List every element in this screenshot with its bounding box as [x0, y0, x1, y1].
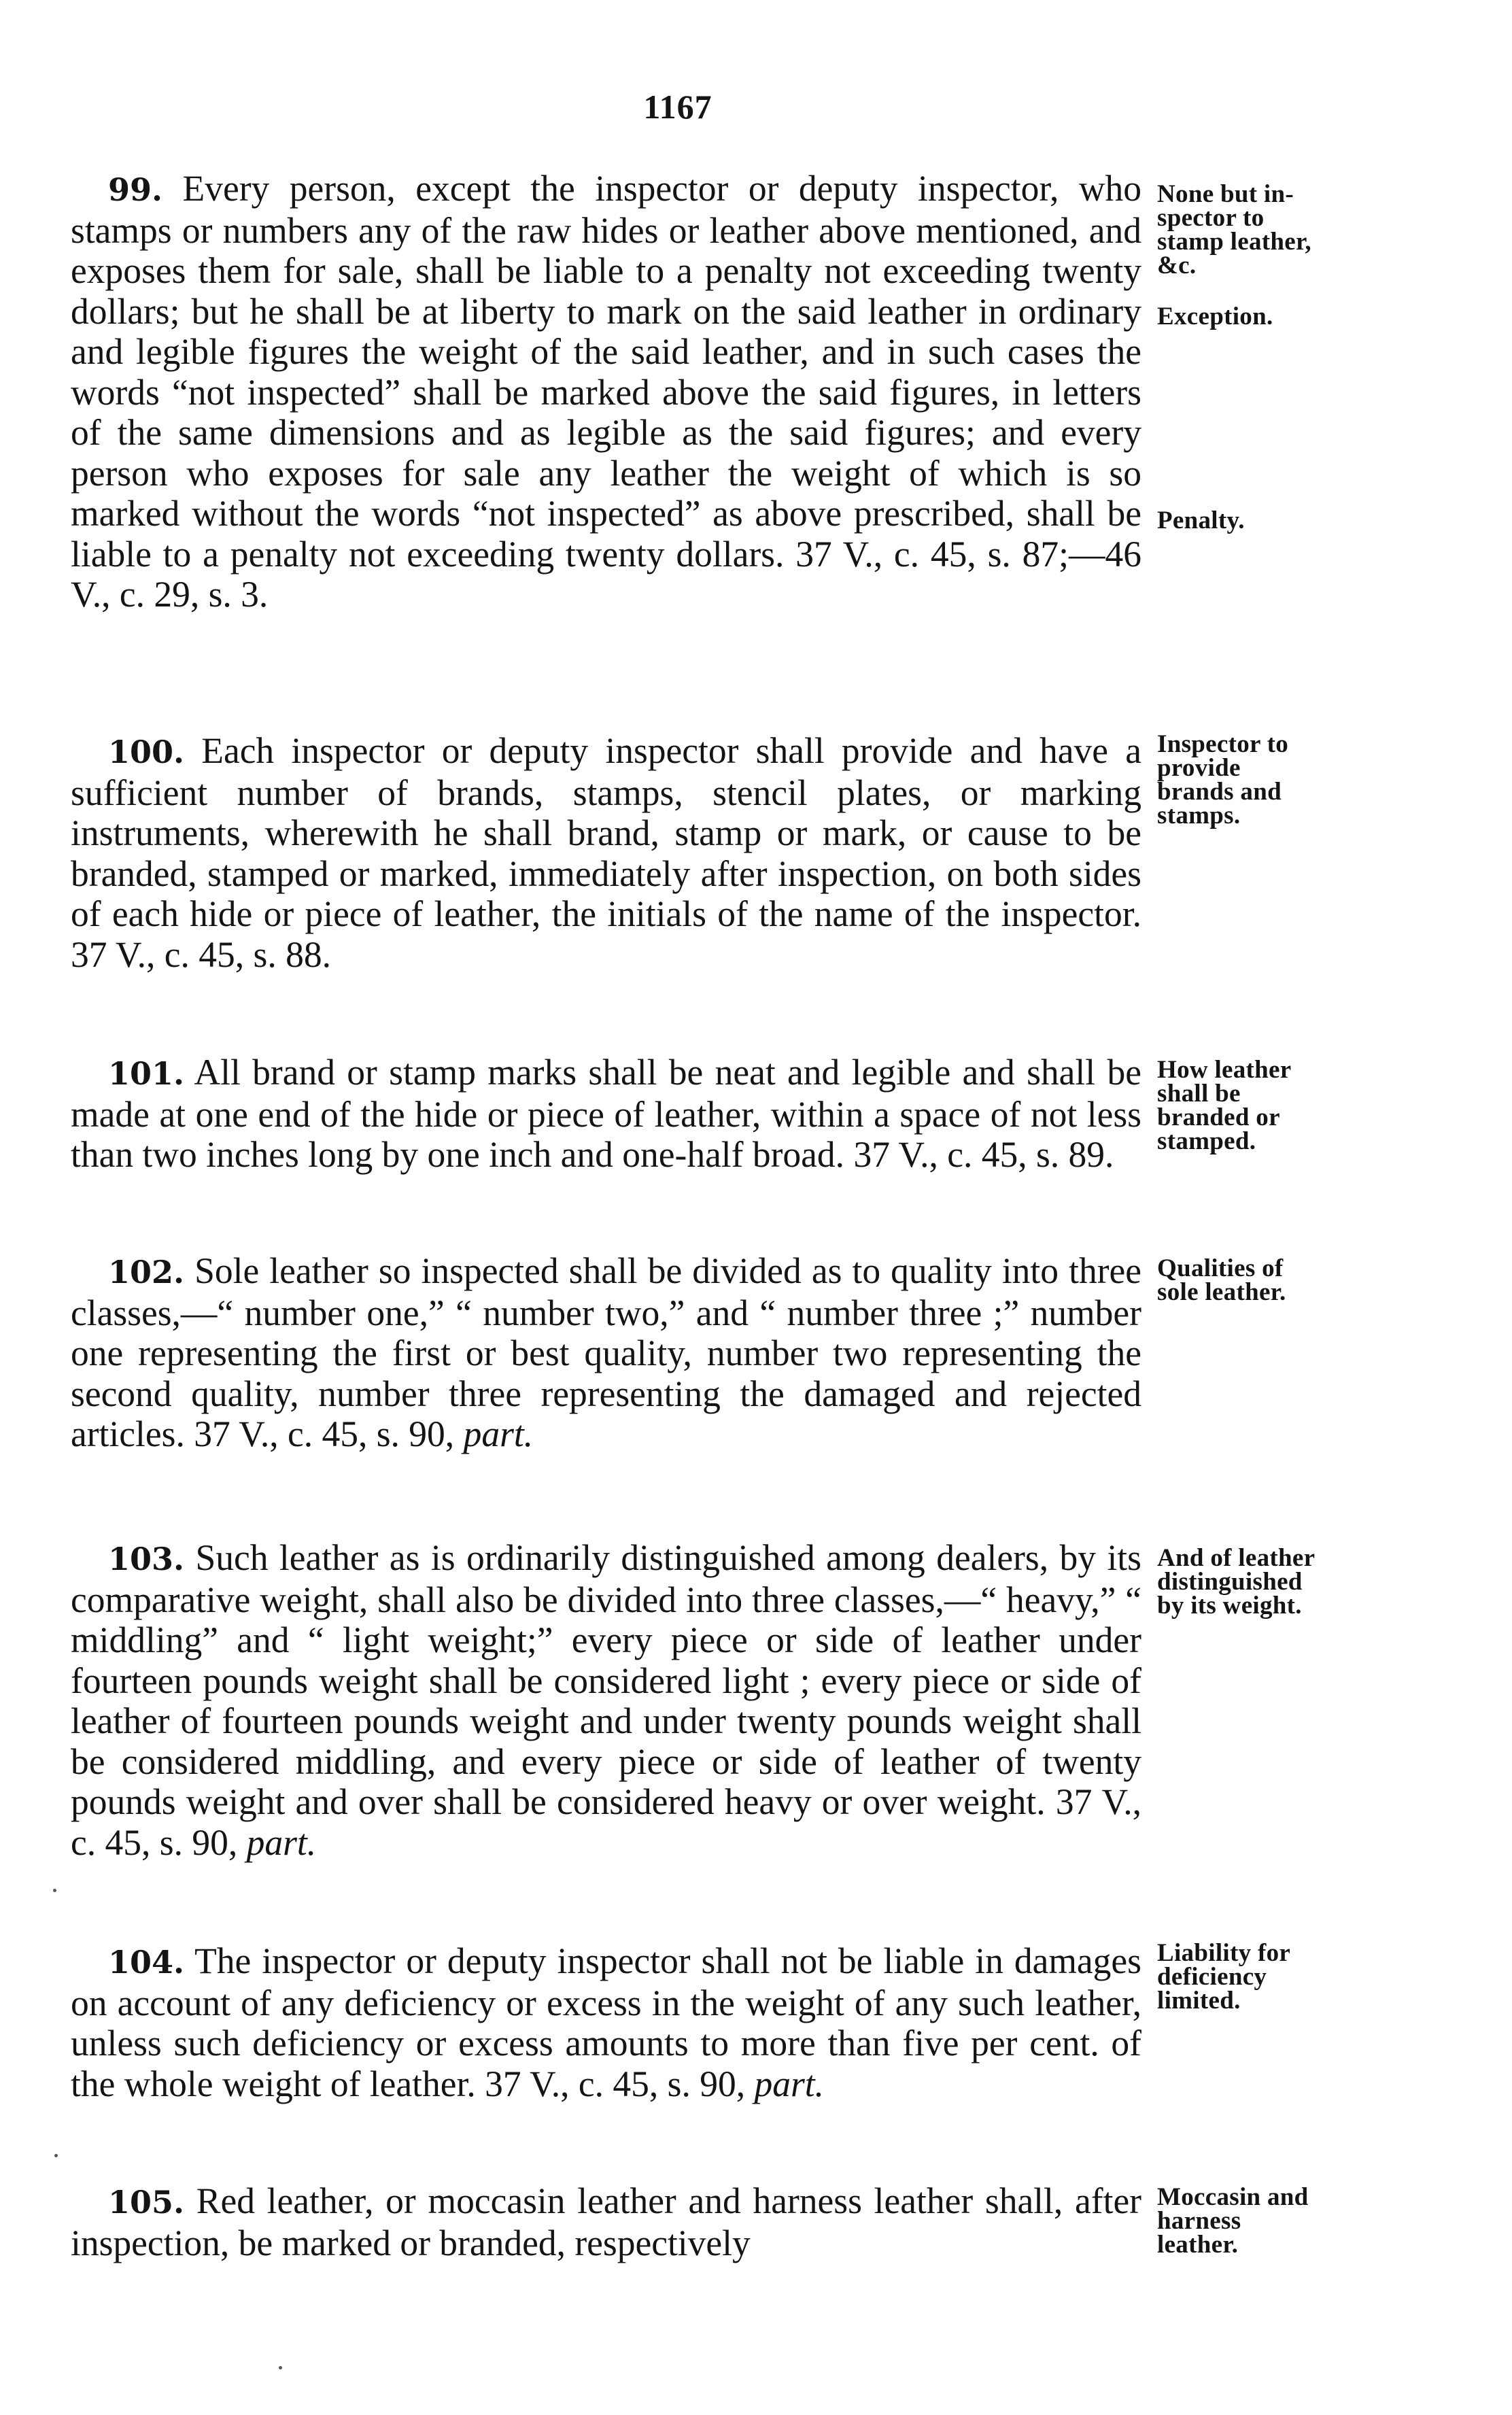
- page-number: 1167: [643, 88, 712, 126]
- section-number: 100.: [108, 734, 185, 770]
- section-101: [71, 1052, 1458, 1229]
- section-body: [71, 1052, 1141, 1176]
- section-text: Red leather, or moccasin leather and harness leather shall, after inspection, be marked or branded, respectively: [71, 2180, 1142, 2263]
- margin-note-line: stamps.: [1157, 802, 1241, 829]
- section-99: [71, 169, 1458, 713]
- margin-note-branded: [1157, 1058, 1456, 1153]
- margin-note-line: leather.: [1157, 2231, 1239, 2259]
- section-103: [71, 1538, 1458, 1919]
- margin-note-line: brands and: [1157, 778, 1282, 806]
- margin-note-line: provide: [1157, 754, 1241, 782]
- margin-note-line: distinguished: [1157, 1568, 1303, 1596]
- margin-note-line: by its weight.: [1157, 1592, 1302, 1620]
- margin-note-line: limited.: [1157, 1987, 1241, 2015]
- section-text: Such leather as is ordinarily distinguished among dealers, by its comparative weight, shall also be divided into three classes,—“ heavy,” “ middling” and “ light weight;” every piece or side of leather under fourteen pounds weight shall be considered light ; every piece or side of leather of fourteen pounds weight and under twenty pounds weight shall be considered middling, and every piece or side of leather of twenty pounds weight and over shall be considered heavy or over weight.: [71, 1537, 1141, 1822]
- section-body: [71, 1538, 1141, 1863]
- section-citation-italic: part.: [246, 1821, 317, 1863]
- section-citation: 37 V., c. 45, s. 89.: [853, 1134, 1114, 1175]
- section-100: [71, 731, 1458, 1030]
- margin-note-line: stamped.: [1157, 1127, 1256, 1155]
- section-102: [71, 1251, 1458, 1509]
- section-number: 104.: [108, 1944, 185, 1981]
- section-number: 102.: [108, 1254, 185, 1290]
- section-body: [71, 1941, 1141, 2104]
- margin-note-line: stamp leather,: [1157, 228, 1311, 256]
- margin-note-line: Qualities of: [1157, 1254, 1284, 1282]
- margin-note-weight-classes: [1157, 1544, 1456, 1620]
- section-citation-italic: part.: [754, 2063, 825, 2104]
- section-citation: 37 V., c. 45, s. 87;—46 V., c. 29, s. 3.: [71, 533, 1141, 615]
- section-body: [71, 1251, 1141, 1455]
- margin-note-line: harness: [1157, 2207, 1241, 2235]
- section-number: 105.: [108, 2184, 185, 2221]
- section-number: 101.: [108, 1055, 185, 1092]
- section-text: Each inspector or deputy inspector shall provide and have a sufficient number of brands, stamps, stencil plates, or marking instruments, wherewith he shall brand, stamp or mark, or cause to be branded, stamped or marked, immediately after inspection, on both sides of each hide or piece of leather, the initials of the name of the inspector.: [71, 730, 1141, 934]
- margin-note-exception: [1157, 305, 1456, 328]
- section-text: Sole leather so inspected shall be divided as to quality into three classes,—“ number one,” “ number two,” and “ number three ;” number one representing the first or best quality, number two representing the second quality, number three representing the damaged and rejected articles.: [71, 1250, 1142, 1454]
- margin-note-line: Exception.: [1157, 303, 1273, 330]
- margin-note-line: Inspector to: [1157, 730, 1289, 758]
- margin-note-line: Moccasin and: [1157, 2183, 1309, 2211]
- margin-note-line: shall be: [1157, 1080, 1241, 1108]
- margin-note-liability: [1157, 1939, 1456, 2015]
- section-body: [71, 731, 1141, 975]
- margin-note-line: How leather: [1157, 1056, 1292, 1084]
- margin-note-sole-leather: [1157, 1256, 1456, 1304]
- section-citation-italic: part.: [463, 1414, 534, 1454]
- margin-note-moccasin: [1157, 2185, 1456, 2257]
- margin-note-stamp-leather: [1157, 182, 1456, 277]
- section-text: All brand or stamp marks shall be neat and legible and shall be made at one end of the hide or piece of leather, within a space of not less than two inches long by one inch and one-half broad.: [71, 1052, 1141, 1175]
- section-citation: 37 V., c. 45, s. 90,: [71, 1781, 1141, 1863]
- section-citation: 37 V., c. 45, s. 90,: [485, 2063, 746, 2104]
- section-104: [71, 1941, 1458, 2159]
- margin-note-line: sole leather.: [1157, 1278, 1286, 1306]
- section-text: Every person, except the inspector or deputy inspector, who stamps or numbers any of the raw hides or leather above mentioned, and exposes them for sale, shall be liable to a penalty not exceeding twenty dollars; but he shall be at liberty to mark on the said leather in ordinary and legible figures the weight of the said leather, and in such cases the words “not inspected” shall be marked above the said figures, in letters of the same dimensions and as legible as the said figures; and every person who exposes for sale any leather the weight of which is so marked without the words “not inspected” as above prescribed, shall be liable to a penalty not exceeding twenty dollars.: [71, 168, 1141, 575]
- margin-note-line: &c.: [1157, 252, 1197, 279]
- margin-note-line: And of leather: [1157, 1544, 1316, 1572]
- margin-note-line: deficiency: [1157, 1963, 1267, 1991]
- margin-note-line: Liability for: [1157, 1939, 1291, 1967]
- margin-note-line: branded or: [1157, 1103, 1280, 1131]
- margin-note-line: Penalty.: [1157, 507, 1245, 534]
- margin-note-line: spector to: [1157, 204, 1265, 232]
- margin-note-brands: [1157, 732, 1456, 827]
- print-speck: [53, 1889, 56, 1892]
- margin-note-line: None but in-: [1157, 180, 1294, 208]
- margin-note-penalty: [1157, 509, 1456, 532]
- section-number: 103.: [108, 1541, 185, 1577]
- print-speck: [279, 2366, 282, 2369]
- section-body: [71, 2181, 1141, 2263]
- section-text: The inspector or deputy inspector shall not be liable in damages on account of any deficiency or excess in the weight of any such leather, unless such deficiency or excess amounts to more than five per cent. of the whole weight of leather.: [71, 1940, 1141, 2104]
- section-105: [71, 2181, 1458, 2290]
- section-citation: 37 V., c. 45, s. 90,: [194, 1414, 455, 1454]
- print-speck: [54, 2154, 58, 2157]
- section-body: [71, 169, 1141, 615]
- section-number: 99.: [108, 171, 163, 208]
- section-citation: 37 V., c. 45, s. 88.: [71, 934, 331, 975]
